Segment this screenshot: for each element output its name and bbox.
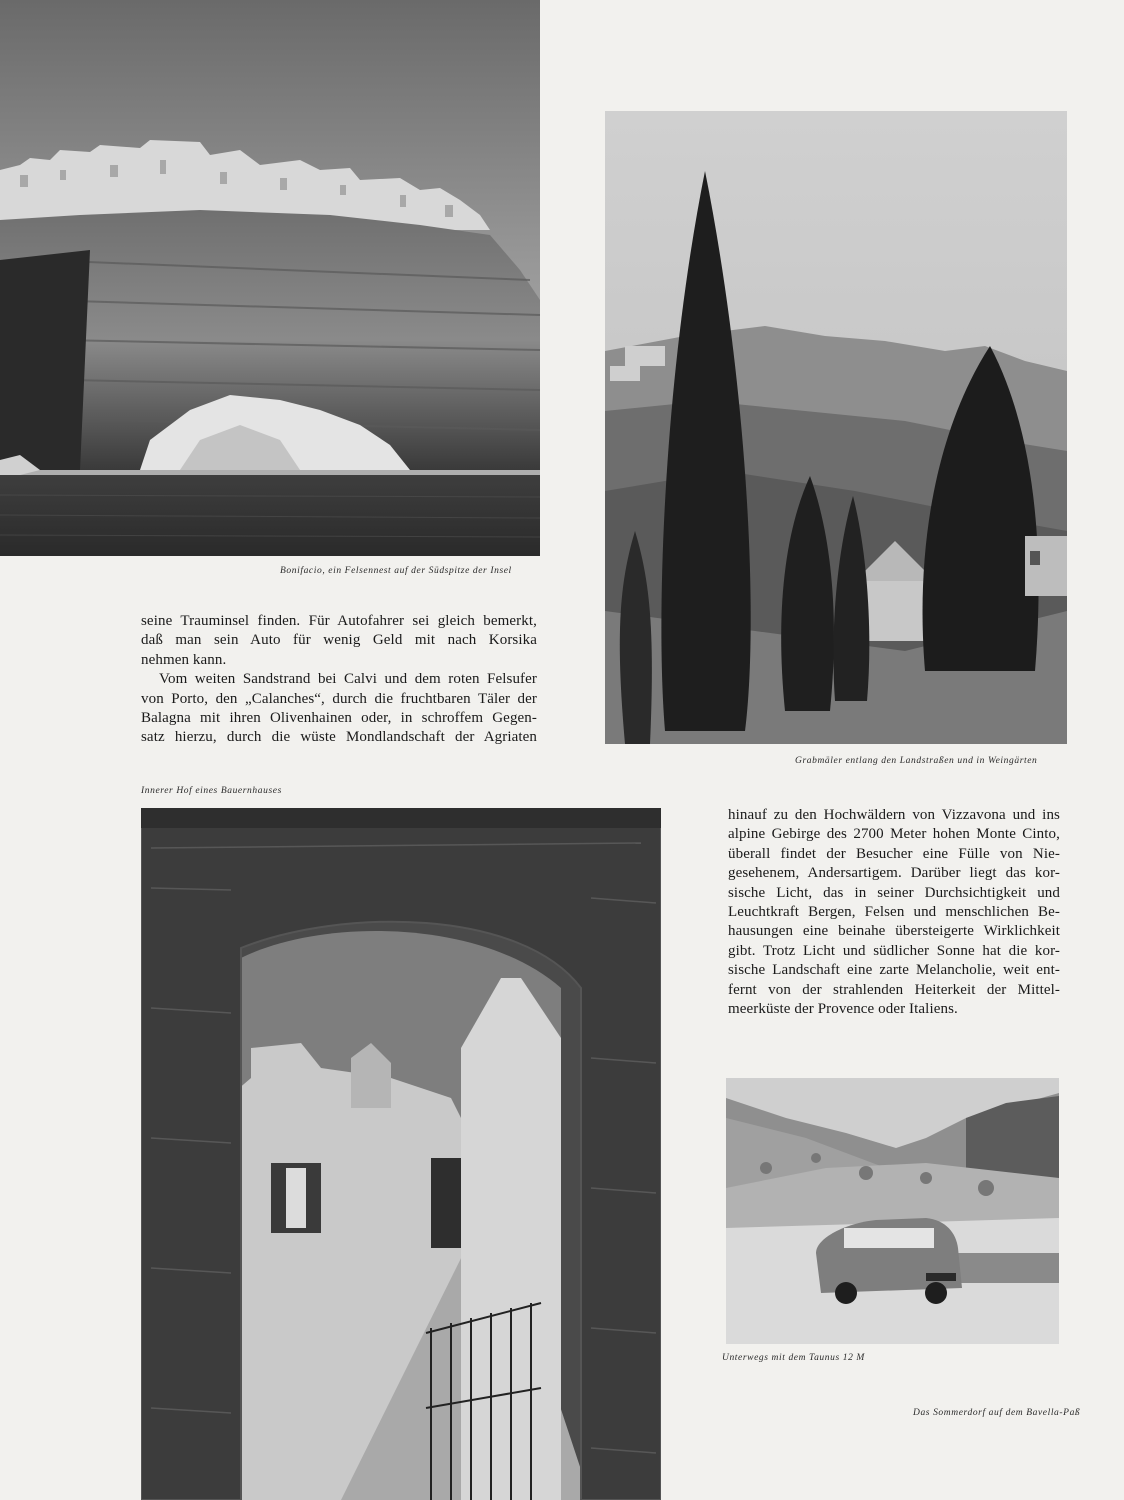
- courtyard-photo: [141, 808, 661, 1500]
- text-line: hinauf zu den Hochwäldern von Vizzavona und ins: [728, 807, 1060, 823]
- text-line: Balagna mit ihren Olivenhainen oder, in schroffem Gegen-: [141, 710, 537, 727]
- text-line: überall findet der Besucher eine Fülle von Nie-: [728, 845, 1060, 862]
- text-line: gibt. Trotz Licht und südlicher Sonne hat die kor-: [728, 942, 1060, 959]
- text-line: satz hierzu, durch die wüste Mondlandschaft der Agriaten: [141, 729, 537, 746]
- text-line: nehmen kann.: [141, 651, 227, 668]
- text-line: fernt von der strahlenden Heiterkeit der Mittel-: [728, 981, 1060, 998]
- cypresses-caption: Grabmäler entlang den Landstraßen und in Weingärten: [795, 756, 1038, 766]
- text-line: Leuchtkraft Bergen, Felsen und menschlichen Be-: [728, 904, 1060, 921]
- text-line: hausungen eine beinahe übersteigerte Wirklichkeit: [728, 923, 1060, 940]
- bonifacio-caption: Bonifacio, ein Felsennest auf der Südspitze der Insel: [280, 566, 512, 576]
- sommerdorf-caption: Das Sommerdorf auf dem Bavella-Paß: [913, 1408, 1081, 1418]
- cypresses-photo: [605, 111, 1067, 744]
- bonifacio-photo: [0, 0, 540, 556]
- text-line: sische Landschaft eine zarte Melancholie, weit ent-: [728, 962, 1060, 979]
- text-line: gesehenem, Andersartigem. Darüber liegt das kor-: [728, 865, 1060, 882]
- text-line: sische Licht, das in seiner Durchsichtigkeit und: [728, 884, 1060, 901]
- text-line: von Porto, den „Calanches“, durch die fruchtbaren Täler der: [141, 690, 537, 707]
- text-line: seine Trauminsel finden. Für Autofahrer sei gleich bemerkt,: [141, 613, 537, 629]
- taunus-caption: Unterwegs mit dem Taunus 12 M: [722, 1353, 865, 1363]
- text-line: meerküste der Provence oder Italiens.: [728, 1001, 958, 1018]
- courtyard-caption: Innerer Hof eines Bauernhauses: [141, 786, 282, 796]
- body-text-right: [728, 806, 1060, 1019]
- text-line: alpine Gebirge des 2700 Meter hohen Monte Cinto,: [728, 826, 1060, 843]
- text-line: daß man sein Auto für wenig Geld mit nach Korsika: [141, 632, 537, 649]
- body-text-left: [141, 612, 537, 748]
- taunus-photo: [726, 1078, 1059, 1344]
- text-line: Vom weiten Sandstrand bei Calvi und dem roten Felsufer: [159, 671, 537, 688]
